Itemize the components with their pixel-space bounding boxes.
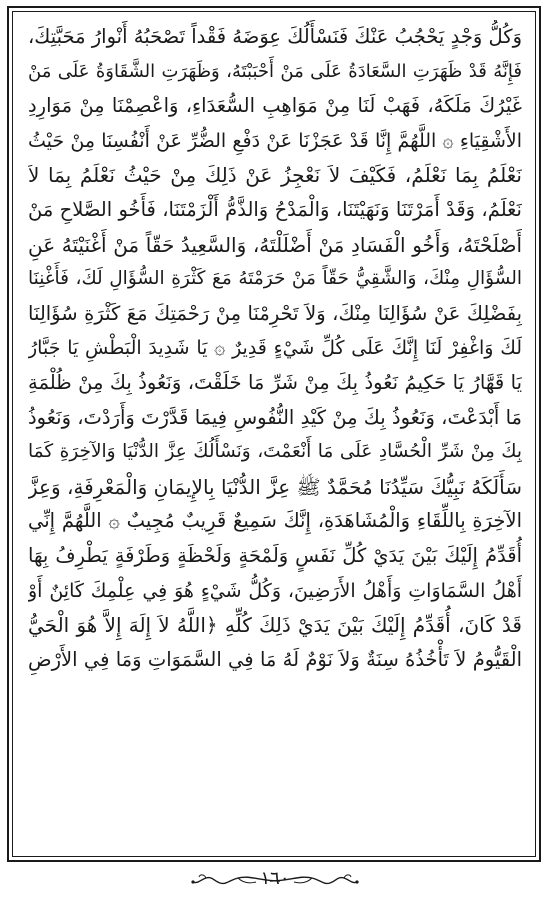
text-line: أُقَدِّمُ إِلَيْكَ بَيْنَ يَدَيْ كُلِّ نَفَسٍ وَلَمْحَةٍ وَلَحْظَةٍ وَطَرْفَةٍ يَطْرِفُ بِهَا bbox=[28, 543, 522, 567]
right-ornament-icon bbox=[268, 872, 360, 890]
text-line: قَدْ كَانَ، أُقَدِّمُ إِلَيْكَ بَيْنَ يَدَيْ ذَلِكَ كُلِّهِ ﴿اللَّهُ لاَ إِلَهَ إِلاَّ هُوَ الْحَيُّ bbox=[28, 613, 522, 638]
text-line: نَعْلَمُ، وَقَدْ أَمَرْتَنَا وَنَهَيْتَنَا، وَالْمَدْحُ وَالذَّمُّ أَلْزَمْتَنَا، فَأَخُو الصَّلاحِ مَنْ bbox=[28, 197, 522, 221]
text-line: سَأَلَكَهُ نَبِيُّكَ سَيِّدُنَا مُحَمَّدٌ ﷺ عِزَّ الدُّنْيَا بِالإِيمَانِ وَالْمَعْرِفَةِ، وَعِزَّ bbox=[28, 474, 522, 499]
text-line: الأَشْقِيَاءِ ۞ اللَّهُمَّ إِنَّا قَدْ عَجَزْنَا عَنْ دَفْعِ الضُّرِّ عَنْ أَنْفُسِنَا مِنْ حَيْثُ bbox=[28, 129, 522, 152]
text-line: أَهْلُ السَّمَاوَاتِ وَأَهْلُ الأَرَضِينَ، وَكُلُّ شَيْءٍ هُوَ فِي عِلْمِكَ كَائِنٌ أَوْ bbox=[28, 579, 522, 602]
text-line: فَإِنَّهُ قَدْ ظَهَرَتِ السَّعَادَةُ عَلَى مَنْ أَحْبَبْتَهُ، وَظَهَرَتِ الشَّقَاوَةُ عَلَى مَنْ bbox=[28, 60, 522, 82]
prayer-text-block bbox=[28, 20, 522, 852]
text-line: لَكَ وَاغْفِرْ لَنَا إِنَّكَ عَلَى كُلِّ شَيْءٍ قَدِيرٌ ۞ يَا شَدِيدَ الْبَطْشِ يَا جَبَّارُ bbox=[28, 337, 522, 360]
text-line: وَكُلُّ وَجْدٍ يَحْجُبُ عَنْكَ فَنَسْأَلُكَ عِوَضَهُ فَقْداً تَصْحَبُهُ أَنْوارُ مَحَبَّتِكَ، bbox=[28, 25, 522, 48]
text-line: بِكَ مِنْ شَرِّ الْحُسَّادِ عَلَى مَا أَنْعَمْتَ، وَنَسْأَلُكَ عِزَّ الدُّنْيَا وَالآخِرَةِ كَمَا bbox=[28, 441, 522, 463]
text-line: الآخِرَةِ بِاللِّقَاءِ وَالْمُشَاهَدَةِ، إِنَّكَ سَمِيعٌ قَرِيبٌ مُجِيبٌ ۞ اللَّهُمَّ إِنِّي bbox=[28, 509, 522, 533]
text-line: غَيْرُكَ مَلَكَهُ، فَهَبْ لَنَا مِنْ مَوَاهِبِ السُّعَدَاءِ، وَاعْصِمْنَا مِنْ مَوَارِدِ bbox=[28, 94, 522, 118]
text-line: أَصْلَحْتَهُ، وَأَخُو الْفَسَادِ مَنْ أَضْلَلْتَهُ، وَالسَّعِيدُ حَقّاً مَنْ أَغْنَيْتَهُ عَنِ bbox=[28, 232, 522, 257]
text-line: نَعْلَمُ بِمَا نَعْلَمُ، فَكَيْفَ لاَ نَعْجِزُ عَنْ ذَلِكَ مِنْ حَيْثُ نَعْلَمُ بِمَا لاَ bbox=[28, 163, 522, 188]
page-footer bbox=[0, 866, 550, 896]
text-line: مَا أَبْدَعْتَ، وَنَعُوذُ بِكَ مِنْ كَيْدِ النُّفُوسِ فِيمَا قَدَّرْتَ وَأَرَدْتَ، وَنَعُوذُ bbox=[28, 405, 522, 429]
text-line: بِفَضْلِكَ عَنْ سُؤَالِنَا مِنْكَ، وَلاَ تَحْرِمْنَا مِنْ رَحْمَتِكَ مَعَ كَثْرَةِ سُؤَالِنَا bbox=[28, 301, 522, 325]
text-line: السُّؤَالِ مِنْكَ، وَالشَّقِيُّ حَقّاً مَنْ حَرَمْتَهُ مَعَ كَثْرَةِ السُّؤَالِ لَكَ، فَأَغْنِنَا bbox=[28, 268, 522, 290]
text-line: يَا قَهَّارُ يَا حَكِيمُ نَعُوذُ بِكَ مِنْ شَرِّ مَا خَلَقْتَ، وَنَعُوذُ بِكَ مِنْ ظُلْمَةِ bbox=[28, 370, 522, 394]
page-number: ١٦٠ bbox=[260, 868, 290, 889]
text-line: الْقَيُّومُ لاَ تَأْخُذُهُ سِنَةٌ وَلاَ نَوْمٌ لَهُ مَا فِي السَّمَوَاتِ وَمَا فِي الأَرْضِ bbox=[28, 647, 522, 671]
